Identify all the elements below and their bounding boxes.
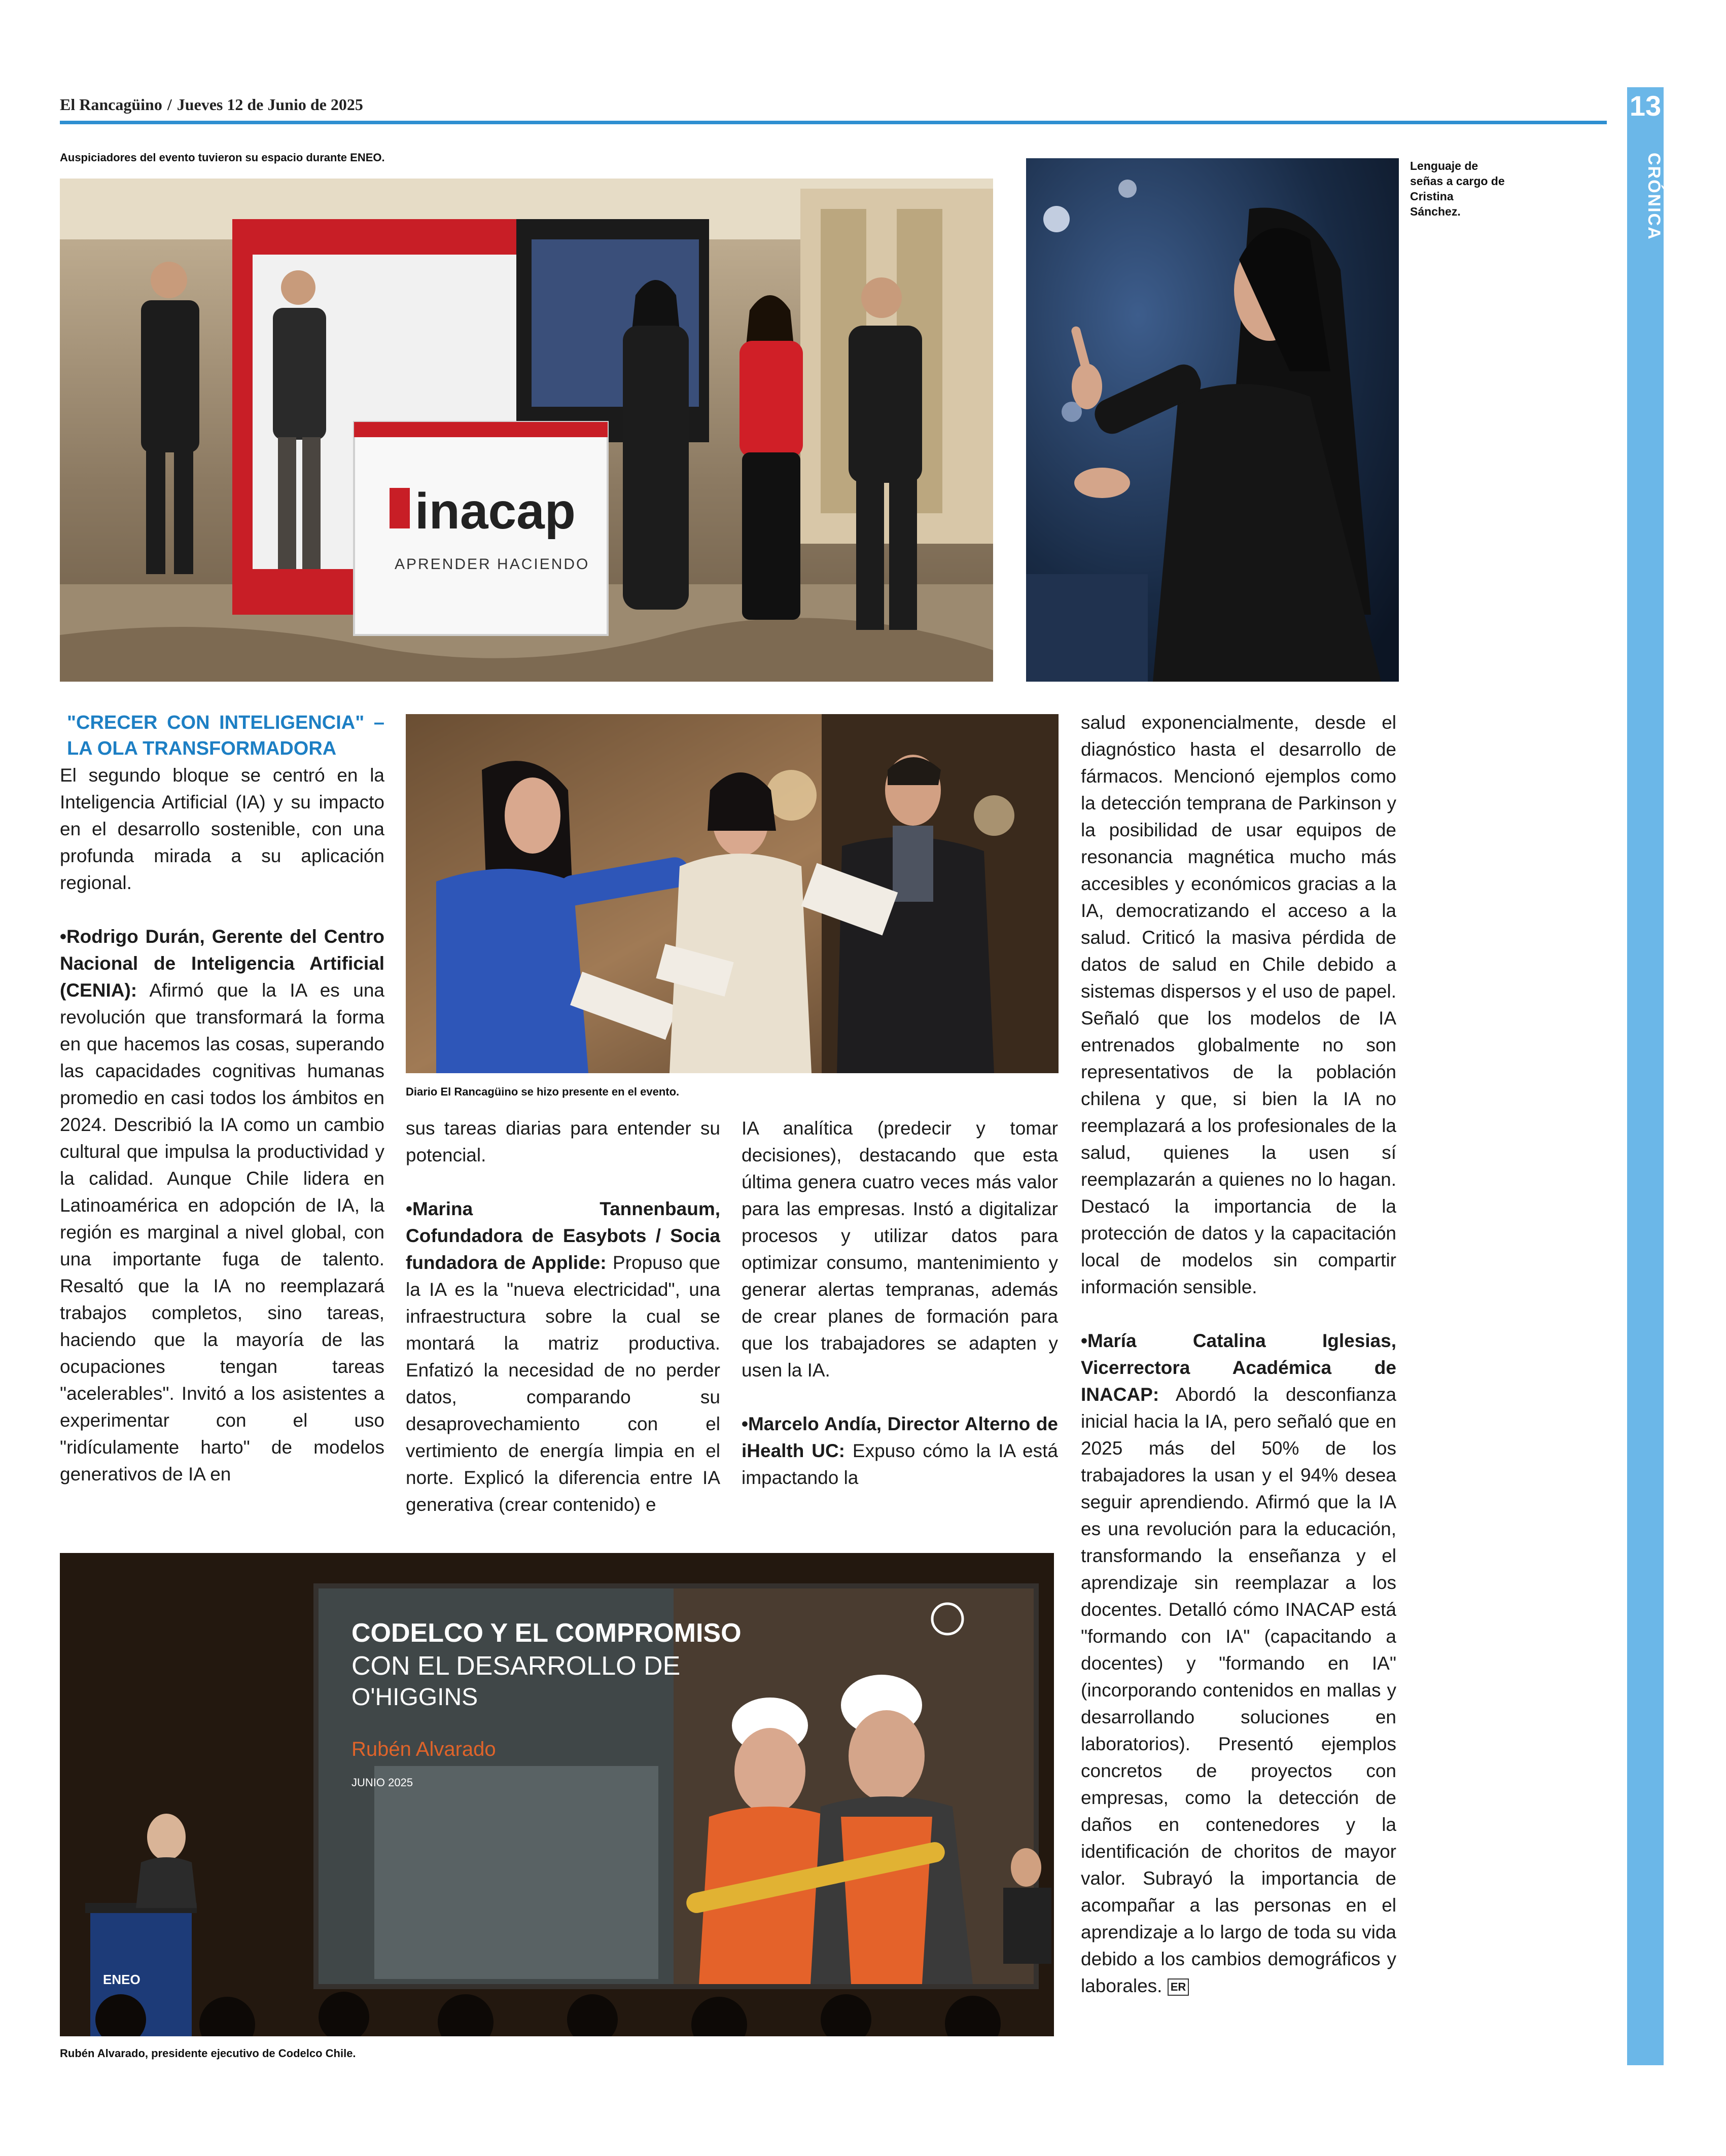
section-label: CRÓNICA <box>1644 152 1664 240</box>
tannenbaum-body: Propuso que la IA es la "nueva electricidad", una infraestructura sobre la cual se montará la matriz productiva. Enfatizó la necesidad de no perder datos, comparando su desaprovechamiento con el vertimiento de energía limpia en el norte. Explicó la diferencia entre IA generativa (crear contenido) e <box>406 1252 721 1515</box>
slide-title-line-1: CODELCO Y EL COMPROMISO <box>351 1618 742 1648</box>
side-photo-caption: Lenguaje de señas a cargo de Cristina Sánchez. <box>1410 159 1505 218</box>
middle-photo-caption: Diario El Rancagüino se hizo presente en el evento. <box>406 1085 680 1098</box>
iglesias-body: Abordó la desconfianza inicial hacia la IA, pero señaló que en 2025 más del 50% de los trabajadores la usan y el 94% desea seguir aprendiendo. Afirmó que la IA es una revolución para la educación, transformando la enseñanza y el aprendizaje sin reemplazar a los docentes. Detalló cómo INACAP está "formando con IA" (capacitando a docentes) y "formando en IA" (incorporando contenidos en mallas y desarrollando soluciones en laboratorios). Presentó ejemplos concretos de proyectos con empresas, como la detección de daños en contenedores y la identificación de choritos de mayor valor. Subrayó la importancia de acompañar a las personas en el aprendizaje a lo largo de toda su vida debido a los cambios demográficos y laborales. <box>1081 1384 1396 1996</box>
sign-language-photo <box>1026 158 1399 682</box>
podium-logo: ENEO <box>103 1972 140 1987</box>
article-column-1 <box>60 710 384 1488</box>
article-column-3 <box>742 1115 1058 1491</box>
andia-paragraph <box>742 1410 1058 1491</box>
page-number: 13 <box>1629 90 1662 122</box>
booth-brand-text: inacap <box>415 483 576 540</box>
slide-title-line-2: CON EL DESARROLLO DE <box>351 1651 681 1681</box>
duran-lead: •Rodrigo Durán, Gerente del Centro Nacional de Inteligencia Artificial (CENIA): <box>60 926 384 1001</box>
top-photo-caption: Auspiciadores del evento tuvieron su espacio durante ENEO. <box>60 151 385 164</box>
tannenbaum-paragraph <box>406 1195 720 1518</box>
article-intro: El segundo bloque se centró en la Inteligencia Artificial (IA) y su impacto en el desarrollo sostenible, con una profunda mirada a su aplicación regional. <box>60 765 384 893</box>
page-header: El Rancagüino / Jueves 12 de Junio de 2025 <box>60 95 363 114</box>
bottom-photo-caption: Rubén Alvarado, presidente ejecutivo de Codelco Chile. <box>60 2047 356 2060</box>
article-column-2 <box>406 1115 720 1518</box>
column-4-continuation: salud exponencialmente, desde el diagnóstico hasta el desarrollo de fármacos. Mencionó ejemplos como la detección temprana de Parkinson y la posibilidad de usar equipos de resonancia magnética mucho más accesibles y económicos gracias a la IA, democratizando el acceso a la salud. Criticó la masiva pérdida de datos de salud en Chile debido a sistemas dispersos y el uso de papel. Señaló que los modelos de IA entrenados globalmente no son representativos de la población chilena y que, si bien la IA no reemplazará a los profesionales de la salud, quienes la usen sí reemplazarán a quienes no lo hagan. Destacó la importancia de la protección de datos y la capacitación local de modelos sin compartir información sensible. <box>1081 712 1396 1297</box>
booth-photo <box>60 179 993 682</box>
andia-body: Expuso cómo la IA está impactando la <box>742 1440 1058 1488</box>
header-rule <box>60 121 1607 124</box>
column-2-continuation: sus tareas diarias para entender su potencial. <box>406 1118 720 1165</box>
publication-name: El Rancagüino <box>60 95 162 114</box>
newspaper-photo <box>406 714 1059 1073</box>
column-3-continuation: IA analítica (predecir y tomar decisiones), destacando que esta última genera cuatro veces más valor para las empresas. Instó a digitalizar procesos y utilizar datos para optimizar consumo, mantenimiento y generar alertas tempranas, además de crear planes de formación para que los trabajadores se adapten y usen la IA. <box>742 1118 1058 1381</box>
codelco-presentation-photo <box>60 1553 1054 2036</box>
booth-slogan-text: APRENDER HACIENDO <box>395 556 590 573</box>
article-column-4 <box>1081 709 1396 1999</box>
iglesias-paragraph <box>1081 1327 1396 1999</box>
tannenbaum-lead: •Marina Tannenbaum, Cofundadora de Easybots / Socia fundadora de Applide: <box>406 1198 720 1273</box>
slide-speaker-name: Rubén Alvarado <box>351 1738 496 1760</box>
article-subhead: "CRECER CON INTELIGENCIA" – LA OLA TRANSFORMADORA <box>67 712 384 759</box>
andia-lead: •Marcelo Andía, Director Alterno de iHealth UC: <box>742 1413 1058 1461</box>
duran-paragraph <box>60 923 384 1488</box>
publication-date: Jueves 12 de Junio de 2025 <box>177 95 363 114</box>
slide-title-line-3: O'HIGGINS <box>351 1684 478 1711</box>
end-mark: ER <box>1168 1978 1189 1996</box>
duran-body: Afirmó que la IA es una revolución que transformará la forma en que hacemos las cosas, superando las capacidades cognitivas humanas promedio en casi todos los ámbitos en 2024. Describió la IA como un cambio cultural que impulsa la productividad y la calidad. Aunque Chile lidera en Latinoamérica en adopción de IA, la región es marginal a nivel global, con una importante fuga de talento. Resaltó que la IA no reemplazará trabajos completos, sino tareas, haciendo que la mayoría de las ocupaciones tengan tareas "acelerables". Invitó a los asistentes a experimentar con el uso "ridículamente harto" de modelos generativos de IA en <box>60 980 384 1485</box>
slide-date: JUNIO 2025 <box>351 1776 413 1789</box>
section-sidebar <box>1627 87 1664 2065</box>
iglesias-lead: •María Catalina Iglesias, Vicerrectora Académica de INACAP: <box>1081 1330 1396 1405</box>
